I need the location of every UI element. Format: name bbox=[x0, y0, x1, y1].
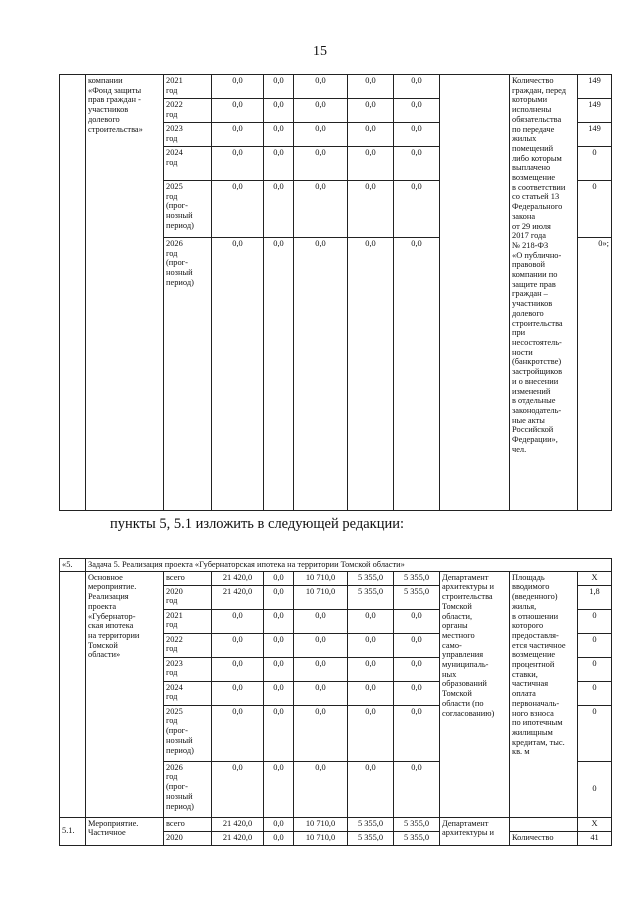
table-row bbox=[60, 571, 612, 585]
year-cell: 2026 год (прог- нозный период) bbox=[164, 238, 212, 511]
task-title-cell: Задача 5. Реализация проекта «Губернаторская ипотека на территории Томской области» bbox=[86, 559, 612, 572]
value-cell: 0,0 bbox=[294, 238, 348, 511]
executor-cell bbox=[440, 75, 510, 511]
value-cell: 0,0 bbox=[348, 147, 394, 181]
value-cell: 10 710,0 bbox=[294, 585, 348, 609]
target-cell: 149 bbox=[578, 99, 612, 123]
value-cell: 5 355,0 bbox=[348, 571, 394, 585]
value-cell: 5 355,0 bbox=[394, 571, 440, 585]
table-row bbox=[60, 817, 612, 831]
value-cell: 0,0 bbox=[348, 633, 394, 657]
indicator-cell bbox=[510, 817, 578, 831]
value-cell: 0,0 bbox=[212, 705, 264, 761]
value-cell: 0,0 bbox=[264, 609, 294, 633]
value-cell: 0,0 bbox=[264, 761, 294, 817]
value-cell: 0,0 bbox=[294, 657, 348, 681]
value-cell: 5 355,0 bbox=[394, 585, 440, 609]
value-cell: 0,0 bbox=[348, 75, 394, 99]
value-cell: 21 420,0 bbox=[212, 817, 264, 831]
page-number: 15 bbox=[313, 44, 327, 59]
year-cell: 2021 год bbox=[164, 609, 212, 633]
value-cell: 0,0 bbox=[394, 657, 440, 681]
target-cell: 0 bbox=[578, 705, 612, 761]
year-cell: 2025 год (прог- нозный период) bbox=[164, 705, 212, 761]
value-cell: 0,0 bbox=[348, 761, 394, 817]
value-cell: 0,0 bbox=[394, 181, 440, 238]
value-cell: 0,0 bbox=[264, 585, 294, 609]
target-cell: 0 bbox=[578, 147, 612, 181]
value-cell: 5 355,0 bbox=[348, 585, 394, 609]
value-cell: 5 355,0 bbox=[348, 831, 394, 845]
target-cell: 0 bbox=[578, 181, 612, 238]
value-cell: 5 355,0 bbox=[394, 831, 440, 845]
value-cell: 0,0 bbox=[348, 238, 394, 511]
value-cell: 0,0 bbox=[348, 123, 394, 147]
target-cell: 0 bbox=[578, 761, 612, 817]
measure-name-cell: компании «Фонд защиты прав граждан - участников долевого строительства» bbox=[86, 75, 164, 511]
value-cell: 0,0 bbox=[212, 657, 264, 681]
target-cell: 0»; bbox=[578, 238, 612, 511]
value-cell: 0,0 bbox=[264, 181, 294, 238]
target-cell: 149 bbox=[578, 123, 612, 147]
value-cell: 0,0 bbox=[212, 181, 264, 238]
year-cell: 2025 год (прог- нозный период) bbox=[164, 181, 212, 238]
value-cell: 0,0 bbox=[394, 123, 440, 147]
year-cell: 2023 год bbox=[164, 123, 212, 147]
value-cell: 10 710,0 bbox=[294, 571, 348, 585]
year-cell: 2023 год bbox=[164, 657, 212, 681]
executor-cell: Департамент архитектуры и bbox=[440, 817, 510, 845]
measure-name-cell: Мероприятие. Частичное bbox=[86, 817, 164, 845]
value-cell: 0,0 bbox=[212, 123, 264, 147]
value-cell: 21 420,0 bbox=[212, 831, 264, 845]
value-cell: 0,0 bbox=[348, 609, 394, 633]
year-cell: 2022 год bbox=[164, 99, 212, 123]
value-cell: 0,0 bbox=[264, 571, 294, 585]
target-cell: Х bbox=[578, 571, 612, 585]
value-cell: 0,0 bbox=[264, 147, 294, 181]
year-cell: 2020 bbox=[164, 831, 212, 845]
value-cell: 0,0 bbox=[294, 633, 348, 657]
value-cell: 0,0 bbox=[294, 681, 348, 705]
target-cell: 0 bbox=[578, 609, 612, 633]
year-cell: 2020 год bbox=[164, 585, 212, 609]
value-cell: 0,0 bbox=[394, 609, 440, 633]
value-cell: 0,0 bbox=[394, 633, 440, 657]
value-cell: 0,0 bbox=[394, 147, 440, 181]
value-cell: 0,0 bbox=[348, 99, 394, 123]
value-cell: 0,0 bbox=[264, 238, 294, 511]
value-cell: 5 355,0 bbox=[394, 817, 440, 831]
value-cell: 21 420,0 bbox=[212, 571, 264, 585]
value-cell: 0,0 bbox=[394, 705, 440, 761]
value-cell: 0,0 bbox=[294, 705, 348, 761]
year-cell: 2024 год bbox=[164, 681, 212, 705]
value-cell: 0,0 bbox=[348, 181, 394, 238]
year-cell: 2024 год bbox=[164, 147, 212, 181]
value-cell: 5 355,0 bbox=[348, 817, 394, 831]
value-cell: 0,0 bbox=[264, 123, 294, 147]
value-cell: 0,0 bbox=[294, 761, 348, 817]
year-cell: 2021 год bbox=[164, 75, 212, 99]
row-number-cell bbox=[60, 571, 86, 817]
value-cell: 10 710,0 bbox=[294, 831, 348, 845]
program-table-task5 bbox=[59, 558, 612, 846]
value-cell: 0,0 bbox=[212, 75, 264, 99]
amendment-heading: пункты 5, 5.1 изложить в следующей редакции: bbox=[110, 516, 405, 532]
target-cell: 0 bbox=[578, 657, 612, 681]
value-cell: 0,0 bbox=[264, 99, 294, 123]
table-row bbox=[60, 75, 612, 99]
value-cell: 0,0 bbox=[212, 147, 264, 181]
value-cell: 0,0 bbox=[294, 181, 348, 238]
row-number-cell: 5.1. bbox=[60, 817, 86, 845]
value-cell: 0,0 bbox=[212, 681, 264, 705]
value-cell: 0,0 bbox=[394, 681, 440, 705]
value-cell: 0,0 bbox=[348, 705, 394, 761]
value-cell: 0,0 bbox=[294, 99, 348, 123]
value-cell: 0,0 bbox=[294, 123, 348, 147]
indicator-cell: Количество граждан, перед которыми исполнены обязательства по передаче жилых помещений либо которым выплачено возмещение в соответствии со статьей 13 Федерального закона от 29 июля 2017 года № 218-ФЗ «О публично- правовой компании по защите прав граждан – участников долевого строительства при несостоятель- ности (банкротстве) застройщиков и о внесении изменений в отдельные законодатель- ные акты Российской Федерации», чел. bbox=[510, 75, 578, 511]
value-cell: 0,0 bbox=[264, 817, 294, 831]
value-cell: 0,0 bbox=[348, 681, 394, 705]
measure-name-cell: Основное мероприятие. Реализация проекта «Губернатор- ская ипотека на территории Томской области» bbox=[86, 571, 164, 817]
value-cell: 0,0 bbox=[394, 761, 440, 817]
target-cell: 0 bbox=[578, 681, 612, 705]
value-cell: 0,0 bbox=[394, 99, 440, 123]
value-cell: 0,0 bbox=[212, 761, 264, 817]
value-cell: 0,0 bbox=[394, 238, 440, 511]
target-cell: Х bbox=[578, 817, 612, 831]
value-cell: 0,0 bbox=[264, 633, 294, 657]
value-cell: 10 710,0 bbox=[294, 817, 348, 831]
value-cell: 0,0 bbox=[348, 657, 394, 681]
indicator-cell: Площадь вводимого (введенного) жилья, в отношении которого предоставля- ется частичное возмещение процентной ставки, частичная оплата первоначаль- ного взноса по ипотечным жилищным кредитам, тыс. кв. м bbox=[510, 571, 578, 817]
value-cell: 0,0 bbox=[264, 831, 294, 845]
task-number-cell: «5. bbox=[60, 559, 86, 572]
value-cell: 0,0 bbox=[294, 147, 348, 181]
value-cell: 0,0 bbox=[212, 238, 264, 511]
value-cell: 0,0 bbox=[264, 705, 294, 761]
program-table-continuation bbox=[59, 74, 612, 511]
value-cell: 0,0 bbox=[212, 99, 264, 123]
year-cell: всего bbox=[164, 571, 212, 585]
table-row bbox=[60, 559, 612, 572]
indicator-cell: Количество bbox=[510, 831, 578, 845]
value-cell: 0,0 bbox=[264, 657, 294, 681]
row-number-cell bbox=[60, 75, 86, 511]
target-cell: 41 bbox=[578, 831, 612, 845]
value-cell: 0,0 bbox=[264, 681, 294, 705]
target-cell: 149 bbox=[578, 75, 612, 99]
year-cell: 2022 год bbox=[164, 633, 212, 657]
target-cell: 0 bbox=[578, 633, 612, 657]
value-cell: 0,0 bbox=[212, 633, 264, 657]
year-cell: всего bbox=[164, 817, 212, 831]
value-cell: 0,0 bbox=[294, 609, 348, 633]
target-cell: 1,8 bbox=[578, 585, 612, 609]
value-cell: 0,0 bbox=[394, 75, 440, 99]
value-cell: 0,0 bbox=[264, 75, 294, 99]
executor-cell: Департамент архитектуры и строительства Томской области, органы местного само- управления муниципаль- ных образований Томской области (по согласованию) bbox=[440, 571, 510, 817]
value-cell: 0,0 bbox=[212, 609, 264, 633]
value-cell: 21 420,0 bbox=[212, 585, 264, 609]
year-cell: 2026 год (прог- нозный период) bbox=[164, 761, 212, 817]
value-cell: 0,0 bbox=[294, 75, 348, 99]
